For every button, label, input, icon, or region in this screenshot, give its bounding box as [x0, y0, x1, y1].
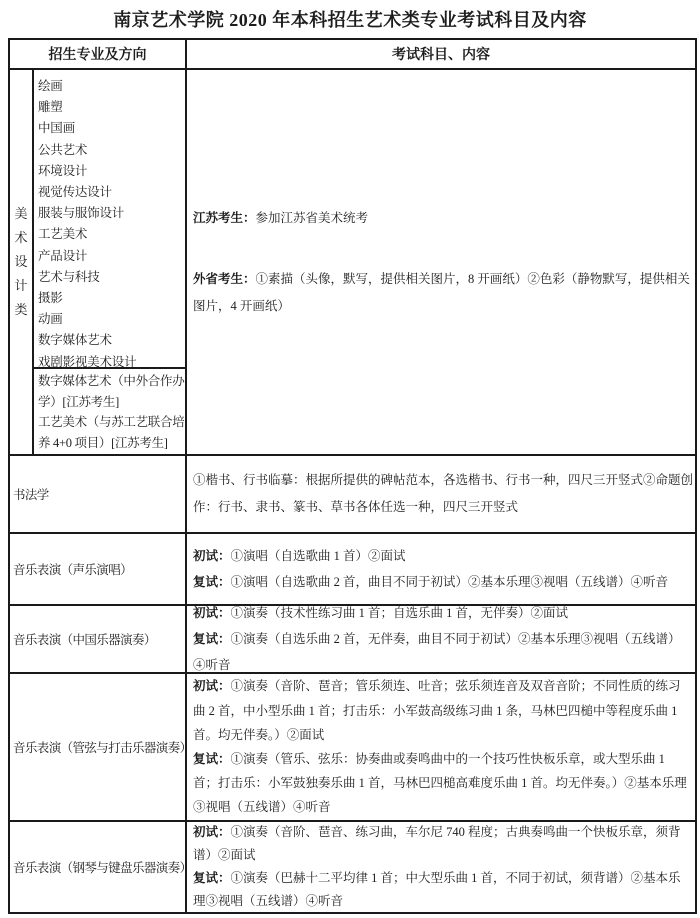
exam-cell	[187, 822, 695, 912]
exam-text: 参加江苏省美术统考	[255, 210, 369, 225]
exam-cell	[187, 674, 695, 820]
major-cell: 音乐表演（管弦与打击乐器演奏）	[10, 674, 187, 820]
exam-label: 复试：	[193, 752, 231, 766]
fine-arts-special-majors	[34, 369, 185, 452]
exam-text: ①演唱（自选歌曲 2 首，曲目不同于初试）②基本乐理③视唱（五线谱）④听音	[230, 575, 669, 589]
major-cell: 音乐表演（中国乐器演奏）	[10, 606, 187, 672]
header-cell-majors: 招生专业及方向	[10, 40, 187, 68]
exam-entry-preliminary	[193, 543, 693, 569]
exam-label: 外省考生：	[193, 271, 256, 286]
fine-arts-majors-list	[34, 70, 185, 369]
major-item: 视觉传达设计	[38, 185, 112, 200]
row-music-chinese-instruments	[10, 604, 695, 672]
exam-entry-preliminary	[193, 821, 693, 867]
exam-entry-retest	[193, 569, 693, 595]
exam-entry-jiangsu	[193, 205, 693, 232]
exam-text: ①素描（头像，默写，提供相关图片，8 开画纸）②色彩（静物默写，提供相关图片，4 开画纸）	[193, 271, 690, 313]
exam-entry-retest	[193, 626, 693, 678]
exam-entry-other-provinces	[193, 266, 693, 320]
fine-arts-majors-cell	[34, 70, 187, 454]
exam-subjects-table	[8, 38, 697, 914]
fine-arts-category-cell	[10, 70, 34, 454]
exam-text: ①楷书、行书临摹：根据所提供的碑帖范本，各选楷书、行书一种，四尺三开竖式②命题创作：行书、隶书、篆书、草书各体任选一种，四尺三开竖式	[193, 473, 694, 514]
major-item: 数字媒体艺术	[38, 333, 112, 348]
major-item: 戏剧影视美术设计	[38, 354, 137, 369]
exam-text: ①演奏（巴赫十二平均律 1 首；中大型乐曲 1 首，不同于初试，须背谱）②基本乐理③视唱（五线谱）④听音	[193, 871, 681, 908]
header-cell-subjects: 考试科目、内容	[392, 48, 490, 63]
major-item: 服装与服饰设计	[38, 206, 125, 221]
exam-label: 复试：	[193, 575, 231, 589]
fine-arts-exam-cell	[187, 70, 695, 454]
table-header-row	[10, 40, 695, 70]
fine-arts-category-label: 美术设计类	[14, 206, 28, 317]
exam-cell	[187, 606, 695, 672]
exam-text: ①演唱（自选歌曲 1 首）②面试	[230, 549, 406, 563]
major-item: 绘画	[38, 79, 63, 93]
exam-entry	[193, 467, 693, 521]
exam-entry-retest	[193, 867, 693, 913]
major-item: 产品设计	[38, 248, 88, 263]
major-item: 动画	[38, 312, 63, 327]
exam-text: ①演奏（管乐、弦乐：协奏曲或奏鸣曲中的一个技巧性快板乐章，或大型乐曲 1 首；打击乐：小军鼓独奏乐曲 1 首，马林巴四槌高难度乐曲 1 首。均无伴奏。）②基本乐理③视唱（五线谱）④听音	[193, 752, 687, 815]
row-calligraphy	[10, 454, 695, 532]
major-cell: 音乐表演（声乐演唱）	[10, 534, 187, 604]
exam-entry-retest	[193, 747, 693, 820]
major-item: 雕塑	[38, 100, 63, 115]
special-major-item: 工艺美术（与苏工艺联合培养 4+0 项目）[江苏考生]	[38, 415, 185, 450]
major-item: 摄影	[38, 291, 63, 306]
exam-label: 初试：	[193, 679, 231, 694]
exam-text: ①演奏（音阶、琶音、练习曲，车尔尼 740 程度；古典奏鸣曲一个快板乐章，须背谱）②面试	[193, 825, 681, 862]
row-fine-arts-design	[10, 70, 695, 454]
major-item: 工艺美术	[38, 227, 88, 242]
exam-text: ①演奏（自选乐曲 2 首，无伴奏，曲目不同于初试）②基本乐理③视唱（五线谱）④听音	[193, 632, 681, 672]
special-major-item: 数字媒体艺术（中外合作办学）[江苏考生]	[38, 374, 185, 409]
page-title: 南京艺术学院 2020 年本科招生艺术类专业考试科目及内容	[113, 10, 587, 30]
row-music-orchestral-percussion	[10, 672, 695, 820]
exam-label: 初试：	[193, 606, 231, 620]
exam-entry-preliminary	[193, 600, 693, 626]
exam-label: 复试：	[193, 871, 231, 885]
major-cell: 书法学	[10, 456, 187, 532]
major-item: 环境设计	[38, 163, 88, 178]
exam-label: 江苏考生：	[193, 210, 256, 225]
exam-cell	[187, 456, 695, 532]
exam-label: 复试：	[193, 632, 231, 646]
major-item: 中国画	[38, 121, 75, 136]
exam-label: 初试：	[193, 825, 231, 839]
major-cell: 音乐表演（钢琴与键盘乐器演奏）	[10, 822, 187, 912]
exam-cell	[187, 534, 695, 604]
exam-text: ①演奏（音阶、琶音；管乐须连、吐音；弦乐须连音及双音音阶；不同性质的练习曲 2 首，中小型乐曲 1 首；打击乐：小军鼓高级练习曲 1 条，马林巴四槌中等程度乐曲 1 首。均无伴奏。）②面试	[193, 679, 681, 742]
exam-text: ①演奏（技术性练习曲 1 首；自选乐曲 1 首，无伴奏）②面试	[230, 606, 569, 620]
exam-entry-preliminary	[193, 674, 693, 747]
major-item: 艺术与科技	[38, 269, 100, 284]
row-music-piano-keyboard	[10, 820, 695, 912]
row-music-vocal	[10, 532, 695, 604]
exam-label: 初试：	[193, 549, 231, 563]
major-item: 公共艺术	[38, 142, 88, 157]
